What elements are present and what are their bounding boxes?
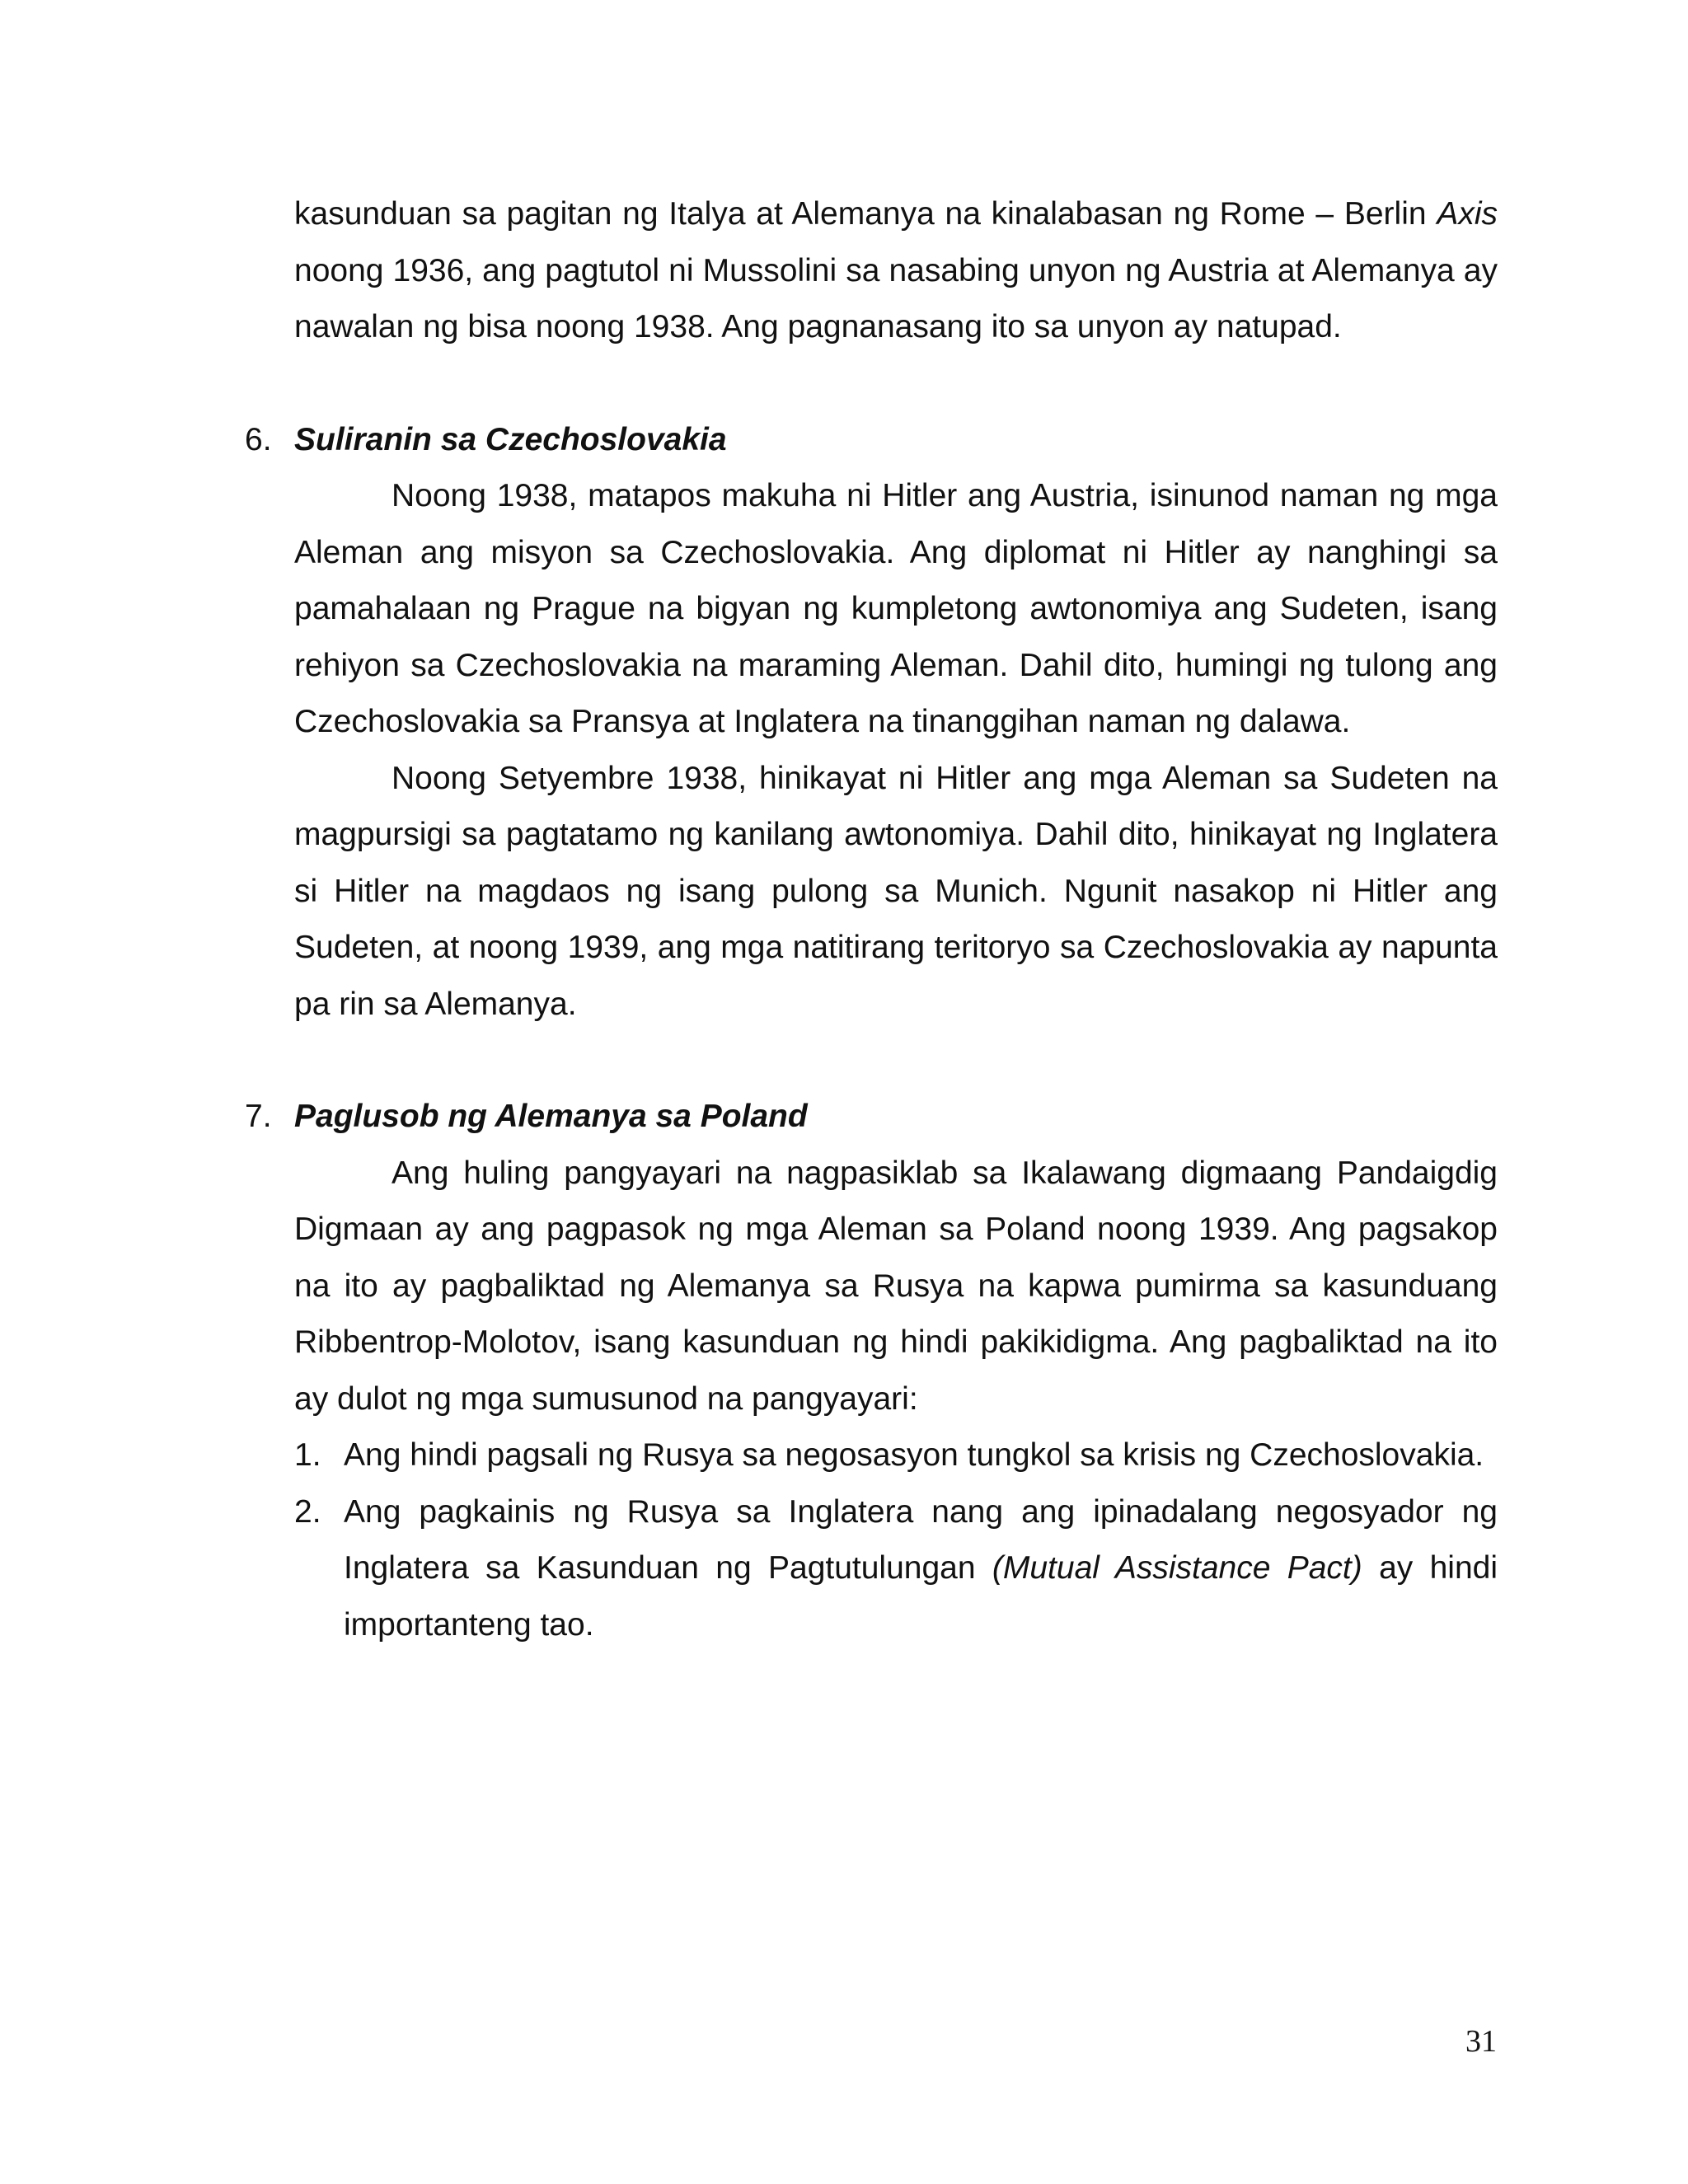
section5-paragraph bbox=[294, 186, 1498, 356]
page-number: 31 bbox=[1465, 2024, 1497, 2059]
section7-heading bbox=[245, 1089, 1498, 1146]
list-item-text: Ang hindi pagsali ng Rusya sa negosasyon tungkol sa krisis ng Czechoslovakia. bbox=[344, 1437, 1484, 1473]
section7-title: Paglusob ng Alemanya sa Poland bbox=[294, 1099, 808, 1134]
list-item-number: 1. bbox=[294, 1437, 321, 1473]
section5-text-start: kasunduan sa pagitan ng Italya at Alemanya na kinalabasan ng Rome – Berlin bbox=[294, 196, 1437, 232]
section6-paragraph-2: Noong Setyembre 1938, hinikayat ni Hitler ang mga Aleman sa Sudeten na magpursigi sa pagtatamo ng kanilang awtonomiya. Dahil dito, hinikayat ng Inglatera si Hitler na magdaos ng isang pulong sa Munich. Ngunit nasakop ni Hitler ang Sudeten, at noong 1939, ang mga natitirang teritoryo sa Czechoslovakia ay napunta pa rin sa Alemanya. bbox=[294, 760, 1498, 1022]
section5-text-end: noong 1936, ang pagtutol ni Mussolini sa nasabing unyon ng Austria at Alemanya ay nawalan ng bisa noong 1938. Ang pagnanasang ito sa unyon ay natupad. bbox=[294, 252, 1498, 344]
list-item bbox=[294, 1427, 1498, 1484]
list-item bbox=[294, 1484, 1498, 1654]
list-item-italic: (Mutual Assistance Pact) bbox=[992, 1550, 1362, 1586]
list-item-text-end: ay hindi importanteng tao. bbox=[344, 1550, 1498, 1643]
section6-title: Suliranin sa Czechoslovakia bbox=[294, 421, 727, 457]
section7-list bbox=[294, 1427, 1498, 1653]
page-content bbox=[245, 186, 1498, 1653]
section6-paragraph-1: Noong 1938, matapos makuha ni Hitler ang Austria, isinunod naman ng mga Aleman ang misyon sa Czechoslovakia. Ang diplomat ni Hitler ay nanghingi sa pamahalaan ng Prague na bigyan ng kumpletong awtonomiya ang Sudeten, isang rehiyon sa Czechoslovakia na maraming Aleman. Dahil dito, humingi ng tulong ang Czechoslovakia sa Pransya at Inglatera na tinanggihan naman ng dalawa. bbox=[294, 478, 1498, 739]
section7-paragraph: Ang huling pangyayari na nagpasiklab sa Ikalawang digmaang Pandaigdig Digmaan ay ang pagpasok ng mga Aleman sa Poland noong 1939. Ang pagsakop na ito ay pagbaliktad ng Alemanya sa Rusya na kapwa pumirma sa kasunduang Ribbentrop-Molotov, isang kasunduan ng hindi pakikidigma. Ang pagbaliktad na ito ay dulot ng mga sumusunod na pangyayari: bbox=[294, 1155, 1498, 1417]
spacer bbox=[294, 356, 1498, 412]
section5-italic-term: Axis bbox=[1437, 196, 1498, 232]
list-item-text: Ang pagkainis ng Rusya sa Inglatera nang ang ipinadalang negosyador ng Inglatera sa Kasunduan ng Pagtutulungan bbox=[344, 1493, 1498, 1586]
list-item-number: 2. bbox=[294, 1493, 321, 1530]
section6-number: 6. bbox=[245, 421, 272, 457]
section7-number: 7. bbox=[245, 1099, 272, 1134]
spacer bbox=[294, 1033, 1498, 1089]
section6-heading bbox=[245, 412, 1498, 469]
